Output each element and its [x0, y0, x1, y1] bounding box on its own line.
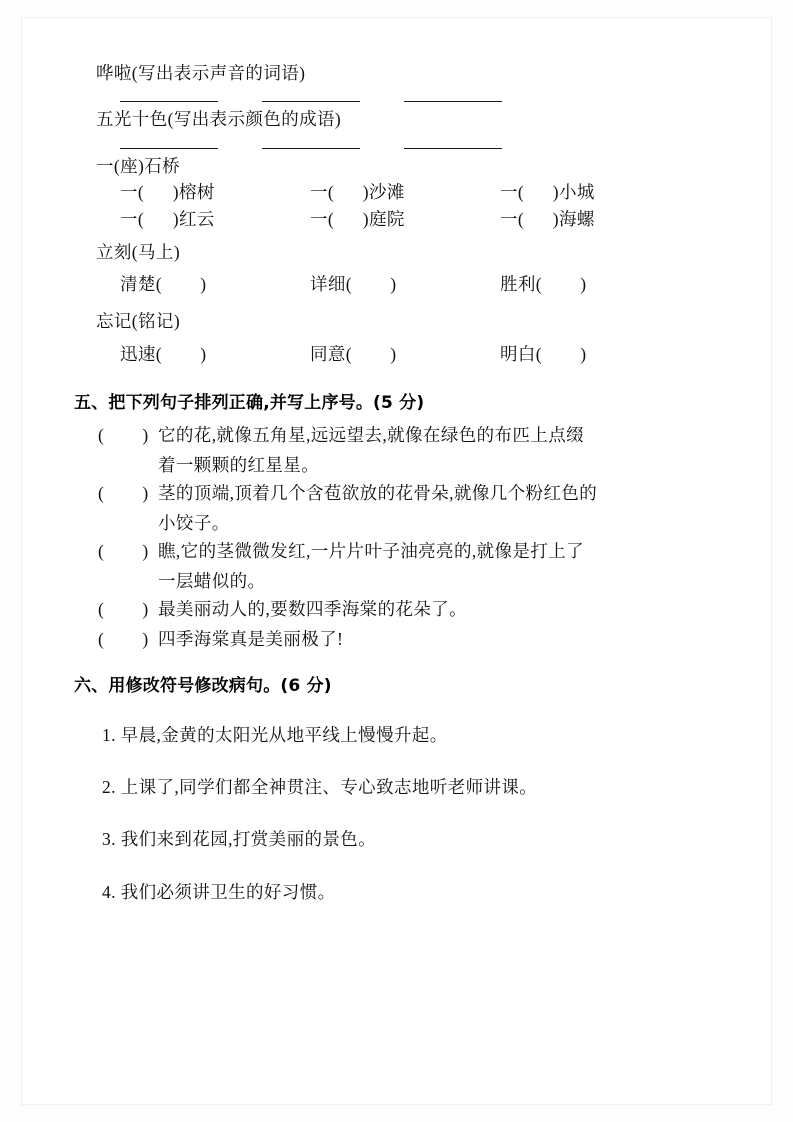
question-5-cell[interactable]: 一( )红云 — [120, 208, 215, 229]
list-item-text-cont: 着一颗颗的红星星。 — [158, 454, 320, 475]
list-item-text: 瞧,它的茎微微发红,一片片叶子油亮亮的,就像是打上了 — [158, 540, 585, 561]
list-item-text-cont: 一层蜡似的。 — [158, 570, 266, 591]
blank-line[interactable] — [262, 147, 360, 149]
question-5: 一(座)石桥 — [96, 155, 181, 176]
question-4-blank-lines — [74, 147, 734, 149]
answer-bracket[interactable]: ( ) — [98, 540, 149, 561]
answer-bracket[interactable]: ( ) — [98, 628, 149, 649]
section-six-item-1: 1. 早晨,金黄的太阳光从地平线上慢慢升起。 — [102, 724, 448, 745]
question-5-cell[interactable]: 一( )沙滩 — [310, 181, 405, 202]
list-item-text: 茎的顶端,顶着几个含苞欲放的花骨朵,就像几个粉红色的 — [158, 482, 598, 503]
question-5-cell[interactable]: 一( )海螺 — [500, 208, 595, 229]
question-4: 五光十色(写出表示颜色的成语) — [96, 109, 342, 130]
section-six-item-3: 3. 我们来到花园,打赏美丽的景色。 — [102, 829, 377, 850]
blank-line[interactable] — [404, 147, 502, 149]
question-5-row-1 — [74, 179, 734, 206]
blank-line[interactable] — [262, 100, 360, 102]
question-6-cell[interactable]: 胜利( ) — [500, 274, 587, 295]
question-6-cell[interactable]: 清楚( ) — [120, 274, 207, 295]
question-5-cell[interactable]: 一( )庭院 — [310, 208, 405, 229]
list-item-text: 最美丽动人的,要数四季海棠的花朵了。 — [158, 598, 468, 619]
question-5-cell[interactable]: 一( )小城 — [500, 181, 595, 202]
question-7-row-1 — [74, 341, 734, 368]
question-3: 哗啦(写出表示声音的词语) — [96, 63, 306, 83]
question-3-blank-lines — [74, 100, 734, 102]
list-item — [74, 421, 734, 449]
section-six-item-2: 2. 上课了,同学们都全神贯注、专心致志地听老师讲课。 — [102, 777, 538, 797]
question-6: 立刻(马上) — [96, 242, 181, 262]
question-5-cell[interactable]: 一( )榕树 — [120, 181, 215, 202]
blank-line[interactable] — [120, 100, 218, 102]
answer-bracket[interactable]: ( ) — [98, 482, 149, 503]
answer-bracket[interactable]: ( ) — [98, 598, 149, 619]
worksheet-paper — [22, 18, 771, 1104]
section-six-heading: 六、用修改符号修改病句。(6 分) — [74, 675, 332, 696]
list-item — [74, 479, 734, 507]
question-5-row-2 — [74, 206, 734, 233]
blank-line[interactable] — [120, 147, 218, 149]
question-6-cell[interactable]: 详细( ) — [310, 274, 397, 295]
answer-bracket[interactable]: ( ) — [98, 424, 149, 445]
section-five-heading: 五、把下列句子排列正确,并写上序号。(5 分) — [74, 392, 425, 413]
question-7-cell[interactable]: 迅速( ) — [120, 343, 207, 364]
list-item — [74, 537, 734, 565]
list-item-text-cont: 小饺子。 — [158, 512, 230, 533]
question-7-cell[interactable]: 同意( ) — [310, 343, 397, 364]
list-item — [74, 625, 734, 653]
list-item-text: 四季海棠真是美丽极了! — [158, 628, 344, 649]
section-six-item-4: 4. 我们必须讲卫生的好习惯。 — [102, 881, 336, 902]
blank-line[interactable] — [404, 100, 502, 102]
worksheet-content — [74, 60, 734, 905]
question-7: 忘记(铭记) — [96, 311, 181, 332]
list-item-text: 它的花,就像五角星,远远望去,就像在绿色的布匹上点缀 — [158, 424, 585, 445]
question-6-row-1 — [74, 271, 734, 298]
question-7-cell[interactable]: 明白( ) — [500, 343, 587, 364]
list-item — [74, 595, 734, 623]
